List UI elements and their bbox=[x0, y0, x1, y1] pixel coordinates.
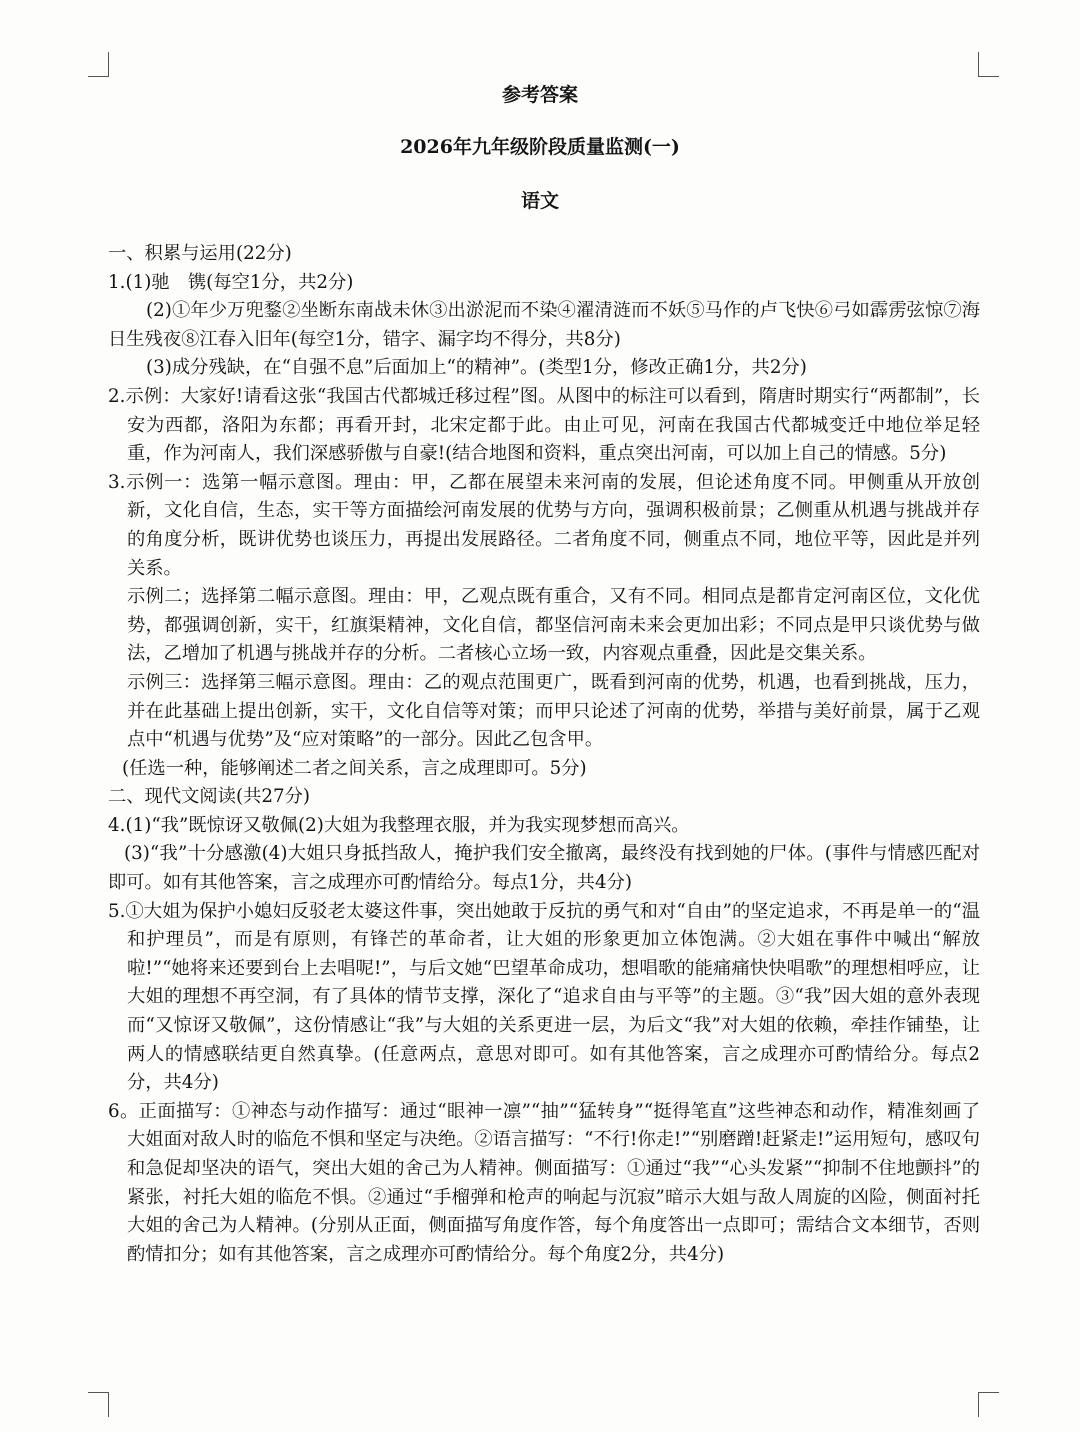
crop-mark-top-right bbox=[978, 52, 999, 77]
answer-title: 参考答案 bbox=[501, 84, 578, 106]
q2-answer: 2.示例：大家好!请看这张“我国古代都城迁移过程”图。从图中的标注可以看到，隋唐时期实行“两都制”，长安为西都，洛阳为东都；再看开封，北宋定都于此。由止可见，河南在我国古代都城变迁中地位举足轻重，作为河南人，我们深感骄傲与自豪!(结合地图和资料，重点突出河南，可以加上自己的情感。5分) bbox=[108, 385, 980, 465]
section1-heading: 一、积累与运用(22分) bbox=[108, 243, 292, 264]
q1-part3: (3)成分残缺，在“自强不息”后面加上“的精神”。(类型1分，修改正确1分，共2分) bbox=[146, 357, 807, 379]
q4-part-a: 4.(1)“我”既惊讶又敬佩(2)大姐为我整理衣服，并为我实现梦想而高兴。 bbox=[108, 814, 690, 836]
answer-body bbox=[108, 240, 980, 1269]
q3-example2: 示例二；选择第二幅示意图。理由：甲，乙观点既有重合，又有不同。相同点是都肯定河南区位，文化优势，都强调创新，实干，红旗渠精神，文化自信，都坚信河南未来会更加出彩；不同点是甲只谈优势与做法，乙增加了机遇与挑战并存的分析。二者核心立场一致，内容观点重叠，因此是交集关系。 bbox=[127, 586, 980, 665]
crop-mark-bottom-left bbox=[88, 1392, 109, 1417]
q1-part2: (2)①年少万兜鍪②坐断东南战未休③出淤泥而不染④濯清涟而不妖⑤马作的卢飞快⑥弓如霹雳弦惊⑦海日生残夜⑧江春入旧年(每空1分，错字、漏字均不得分，共8分) bbox=[108, 300, 980, 350]
q1-part1: 1.(1)驰 镌(每空1分，共2分) bbox=[108, 271, 354, 293]
section2-heading: 二、现代文阅读(共27分) bbox=[108, 786, 311, 808]
q6-answer: 6。正面描写：①神态与动作描写：通过“眼神一凛”“抽”“猛转身”“挺得笔直”这些神态和动作，精准刻画了大姐面对敌人时的临危不惧和坚定与决绝。②语言描写：“不行!你走!”“别磨蹭!赶紧走!”运用短句，感叹句和急促却坚决的语气，突出大姐的舍己为人精神。侧面描写：①通过“我”“心头发紧”“抑制不住地颤抖”的紧张，衬托大姐的临危不惧。②通过“手榴弹和枪声的响起与沉寂”暗示大姐与敌人周旋的凶险，侧面衬托大姐的舍己为人精神。(分别从正面，侧面描写角度作答，每个角度答出一点即可；需结合文本细节，否则酌情扣分；如有其他答案，言之成理亦可酌情给分。每个角度2分，共4分) bbox=[108, 1100, 980, 1265]
q5-answer: 5.①大姐为保护小媳妇反驳老太婆这件事，突出她敢于反抗的勇气和对“自由”的坚定追求，不再是单一的“温和护理员”，而是有原则，有锋芒的革命者，让大姐的形象更加立体饱满。②大姐在事件中喊出“解放啦!”“她将来还要到台上去唱呢!”，与后文她“巴望革命成功，想唱歌的能痛痛快快唱歌”的理想相呼应，让大姐的理想不再空洞，有了具体的情节支撑，深化了“追求自由与平等”的主题。③“我”因大姐的意外表现而“又惊讶又敬佩”，这份情感让“我”与大姐的关系更进一层，为后文“我”对大姐的依赖，牵挂作铺垫，让两人的情感联结更自然真挚。(任意两点，意思对即可。如有其他答案，言之成理亦可酌情给分。每点2分，共4分) bbox=[108, 900, 980, 1094]
q3-note: (任选一种，能够阐述二者之间关系，言之成理即可。5分) bbox=[122, 757, 587, 779]
subject-title: 语文 bbox=[520, 190, 559, 212]
q3-example3: 示例三：选择第三幅示意图。理由：乙的观点范围更广，既看到河南的优势，机遇，也看到挑战，压力，并在此基础上提出创新，实干，文化自信等对策；而甲只论述了河南的优势，举措与美好前景，属于乙观点中“机遇与优势”及“应对策略”的一部分。因此乙包含甲。 bbox=[127, 671, 980, 751]
q3-example1: 3.示例一：选第一幅示意图。理由：甲，乙都在展望未来河南的发展，但论述角度不同。甲侧重从开放创新，文化自信，生态，实干等方面描绘河南发展的优势与方向，强调积极前景；乙侧重从机遇与挑战并存的角度分析，既讲优势也谈压力，再提出发展路径。二者角度不同，侧重点不同，地位平等，因此是并列关系。 bbox=[108, 471, 980, 579]
crop-mark-top-left bbox=[88, 52, 109, 77]
crop-mark-bottom-right bbox=[978, 1392, 999, 1417]
q4-part-b: (3)“我”十分感激(4)大姐只身抵挡敌人，掩护我们安全撤离，最终没有找到她的尸体。(事件与情感匹配对即可。如有其他答案，言之成理亦可酌情给分。每点1分，共4分) bbox=[108, 843, 980, 894]
exam-title: 2026年九年级阶段质量监测(一) bbox=[400, 136, 680, 158]
